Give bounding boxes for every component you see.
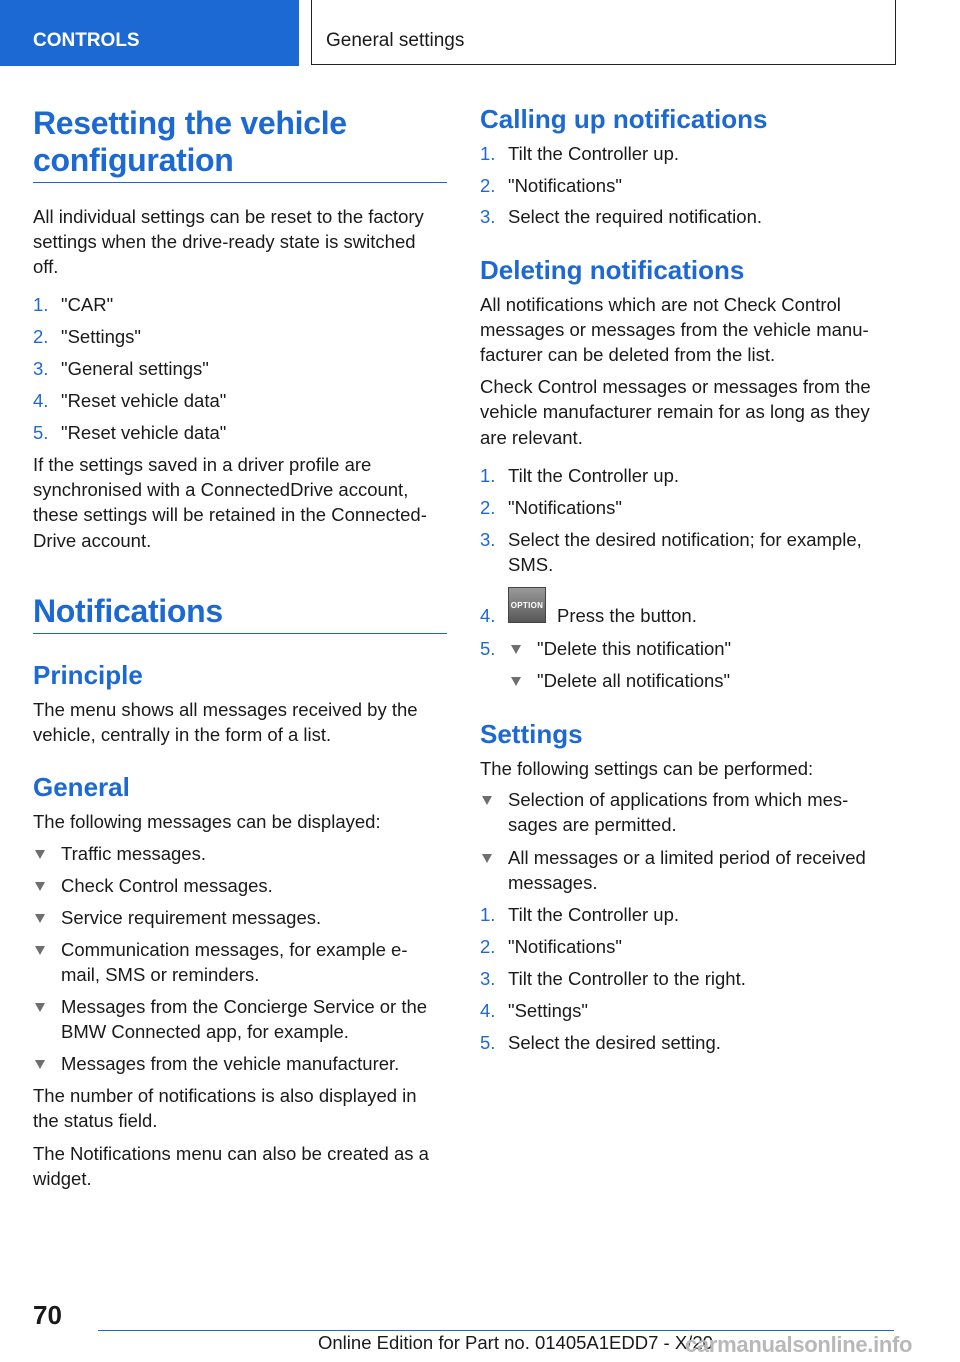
settings-intro: The following settings can be performed:	[480, 758, 814, 779]
triangle-bullet-icon	[511, 677, 521, 686]
general-note-line: the status field.	[33, 1110, 158, 1131]
step-number: 2.	[480, 936, 496, 957]
item-text: mail, SMS or reminders.	[61, 964, 260, 985]
step-number: 5.	[33, 422, 49, 443]
list-item	[33, 873, 447, 898]
step-text: SMS.	[508, 554, 554, 575]
list-item	[33, 388, 447, 413]
step-text: "Delete this notification"	[537, 638, 732, 659]
general-note-line: The number of notifications is also displayed in	[33, 1085, 417, 1106]
step-text: Press the button.	[557, 605, 697, 626]
page-header	[0, 0, 960, 66]
item-text: messages.	[508, 872, 598, 893]
list-item	[480, 141, 890, 166]
step-number: 1.	[33, 294, 49, 315]
step-number: 3.	[33, 358, 49, 379]
item-text: Service requirement messages.	[61, 907, 322, 928]
heading-calling-up: Calling up notifications	[480, 104, 768, 134]
list-item	[480, 463, 890, 488]
triangle-bullet-icon	[511, 645, 521, 654]
principle-line: The menu shows all messages received by the	[33, 699, 418, 720]
step-text: "General settings"	[61, 358, 209, 379]
triangle-bullet-icon	[35, 882, 45, 891]
item-text: Messages from the Concierge Service or the	[61, 996, 428, 1017]
step-number: 5.	[480, 1032, 496, 1053]
heading-reset-line2: configuration	[33, 142, 234, 178]
step-number: 4.	[480, 605, 496, 626]
reset-note-line: synchronised with a ConnectedDrive account,	[33, 479, 409, 500]
item-text: Communication messages, for example e-	[61, 939, 408, 960]
triangle-bullet-icon	[35, 1060, 45, 1069]
list-item	[33, 420, 447, 445]
step-text: "Notifications"	[508, 175, 622, 196]
list-item	[33, 905, 447, 930]
footer-edition: Online Edition for Part no. 01405A1EDD7 - X/20	[318, 1332, 713, 1353]
list-item	[33, 324, 447, 349]
item-text: Traffic messages.	[61, 843, 206, 864]
item-text: Selection of applications from which mes‐	[508, 789, 849, 810]
deleting-line: facturer can be deleted from the list.	[480, 344, 776, 365]
step-number: 1.	[480, 904, 496, 925]
page-number: 70	[33, 1300, 62, 1330]
step-number: 1.	[480, 465, 496, 486]
list-item	[480, 902, 890, 927]
reset-note-line: If the settings saved in a driver profile are	[33, 454, 372, 475]
step-text: "Settings"	[508, 1000, 588, 1021]
step-number: 4.	[33, 390, 49, 411]
item-text: Messages from the vehicle manufacturer.	[61, 1053, 400, 1074]
step-text: "Reset vehicle data"	[61, 422, 227, 443]
step-text: "CAR"	[61, 294, 114, 315]
list-item	[480, 1030, 890, 1055]
deleting-line: messages or messages from the vehicle manu‐	[480, 319, 869, 340]
section-tab: CONTROLS	[0, 0, 299, 66]
step-text: Select the desired notification; for example,	[508, 529, 862, 550]
reset-note-line: Drive account.	[33, 530, 152, 551]
triangle-bullet-icon	[482, 796, 492, 805]
reset-intro-line: off.	[33, 256, 59, 277]
list-item	[33, 994, 447, 1044]
step-text: "Notifications"	[508, 936, 622, 957]
list-item	[33, 1051, 447, 1076]
step-number: 2.	[480, 497, 496, 518]
option-button-icon: OPTION	[508, 587, 546, 623]
step-text: Select the desired setting.	[508, 1032, 721, 1053]
list-item	[480, 934, 890, 959]
step-text: "Reset vehicle data"	[61, 390, 227, 411]
step-number: 3.	[480, 529, 496, 550]
list-item	[480, 173, 890, 198]
reset-intro-line: All individual settings can be reset to the factory	[33, 206, 424, 227]
general-note-line: widget.	[33, 1168, 92, 1189]
step-text: Tilt the Controller to the right.	[508, 968, 746, 989]
deleting-line: vehicle manufacturer remain for as long as they	[480, 401, 870, 422]
step-text: Tilt the Controller up.	[508, 465, 680, 486]
reset-note-line: these settings will be retained in the Connected‐	[33, 504, 427, 525]
footer-rule	[98, 1330, 894, 1331]
deleting-line: All notifications which are not Check Control	[480, 294, 841, 315]
step-number: 3.	[480, 206, 496, 227]
step-number: 5.	[480, 638, 496, 659]
triangle-bullet-icon	[35, 946, 45, 955]
list-item	[480, 636, 890, 661]
list-item	[480, 204, 890, 229]
item-text: All messages or a limited period of received	[508, 847, 866, 868]
heading-general: General	[33, 772, 130, 802]
list-item	[480, 668, 890, 693]
heading-rule	[33, 182, 447, 183]
item-text: Check Control messages.	[61, 875, 273, 896]
heading-deleting: Deleting notifications	[480, 255, 745, 285]
deleting-line: Check Control messages or messages from the	[480, 376, 871, 397]
list-item	[480, 998, 890, 1023]
chapter-title: General settings	[311, 0, 896, 65]
list-item	[33, 356, 447, 381]
list-item	[480, 527, 890, 577]
watermark: carmanualsonline.info	[685, 1332, 913, 1357]
triangle-bullet-icon	[35, 914, 45, 923]
heading-reset-line1: Resetting the vehicle	[33, 105, 347, 141]
triangle-bullet-icon	[482, 854, 492, 863]
step-text: "Settings"	[61, 326, 141, 347]
list-item	[480, 787, 890, 837]
step-number: 2.	[33, 326, 49, 347]
step-number: 1.	[480, 143, 496, 164]
step-number: 3.	[480, 968, 496, 989]
list-item	[33, 841, 447, 866]
item-text: sages are permitted.	[508, 814, 677, 835]
principle-line: vehicle, centrally in the form of a list.	[33, 724, 332, 745]
list-item	[480, 966, 890, 991]
step-number: 4.	[480, 1000, 496, 1021]
step-text: Select the required notification.	[508, 206, 763, 227]
triangle-bullet-icon	[35, 850, 45, 859]
general-note-line: The Notifications menu can also be created as a	[33, 1143, 429, 1164]
list-item	[480, 603, 890, 628]
step-text: "Notifications"	[508, 497, 622, 518]
list-item	[33, 292, 447, 317]
step-number: 2.	[480, 175, 496, 196]
heading-notifications: Notifications	[33, 593, 223, 629]
deleting-line: are relevant.	[480, 427, 583, 448]
general-intro: The following messages can be displayed:	[33, 811, 381, 832]
reset-intro-line: settings when the drive-ready state is switched	[33, 231, 416, 252]
list-item	[480, 845, 890, 895]
heading-principle: Principle	[33, 660, 143, 690]
list-item	[480, 495, 890, 520]
heading-rule	[33, 633, 447, 634]
triangle-bullet-icon	[35, 1003, 45, 1012]
step-text: Tilt the Controller up.	[508, 143, 680, 164]
item-text: "Delete all notifications"	[537, 670, 731, 691]
heading-settings: Settings	[480, 719, 583, 749]
step-text: Tilt the Controller up.	[508, 904, 680, 925]
list-item	[33, 937, 447, 987]
item-text: BMW Connected app, for example.	[61, 1021, 349, 1042]
